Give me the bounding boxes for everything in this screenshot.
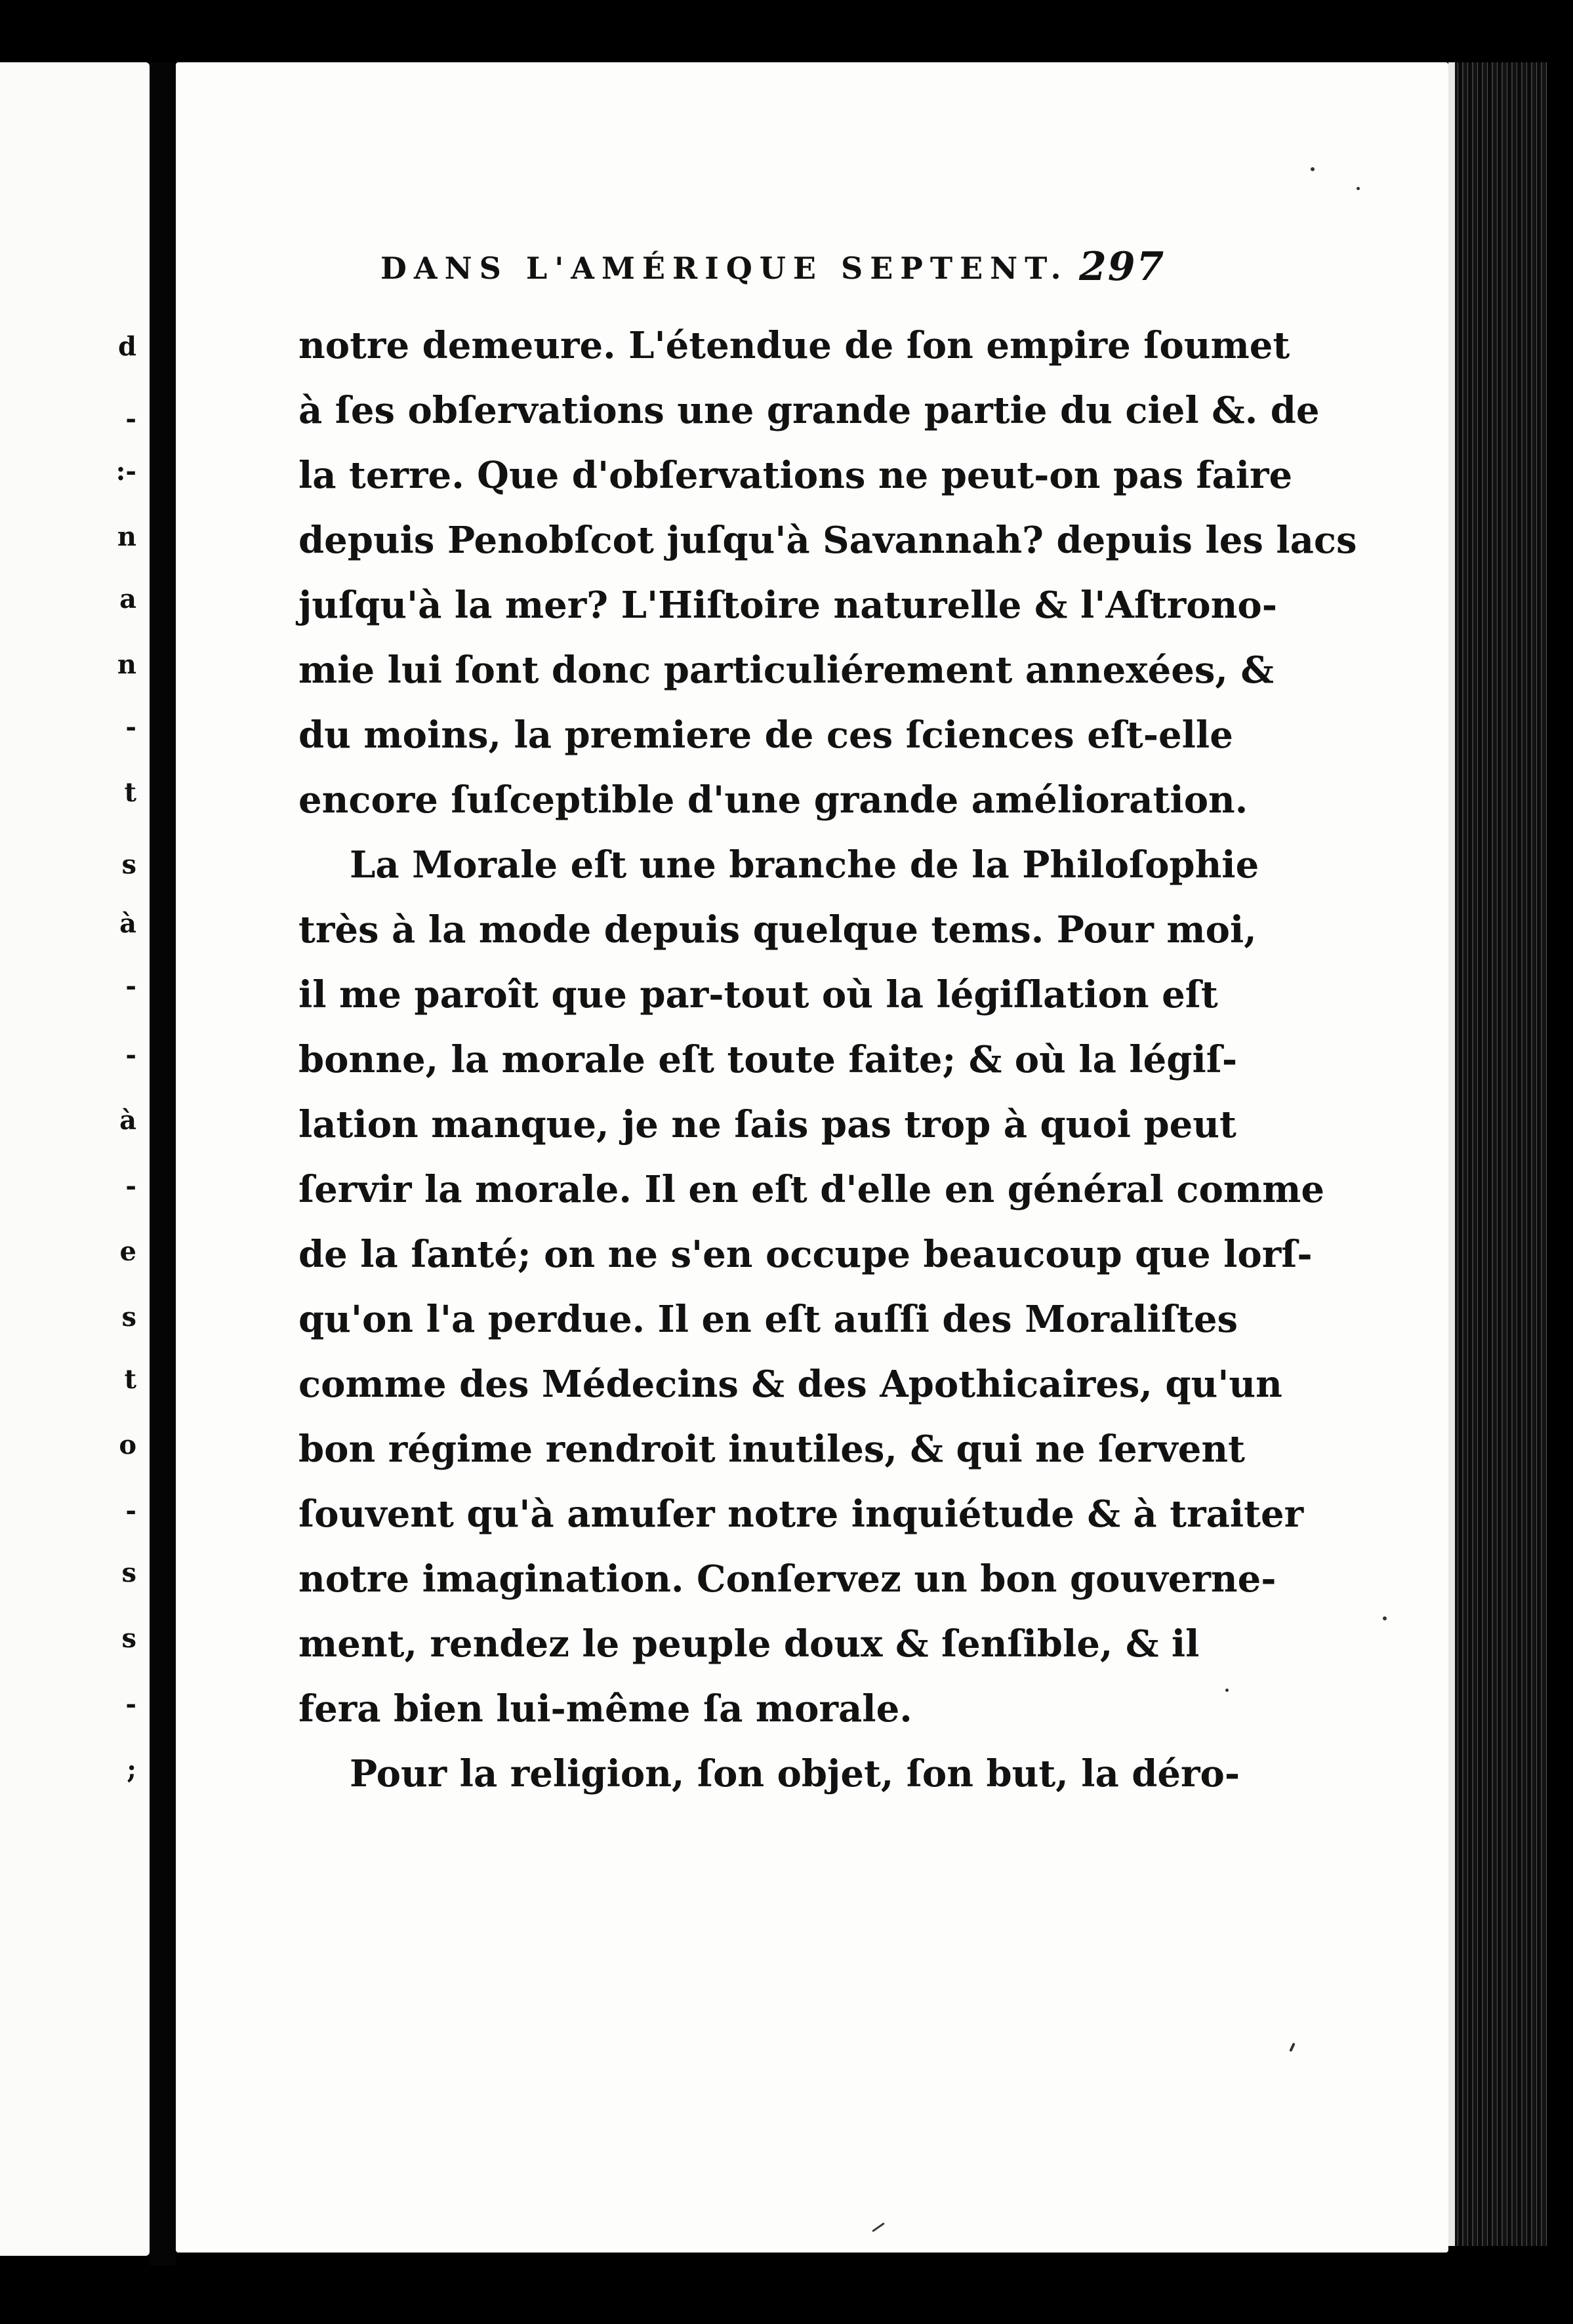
margin-fragment: -	[125, 1039, 136, 1070]
text-line: notre imagination. Conſervez un bon gouverne-	[298, 1557, 1277, 1601]
margin-fragment: -	[125, 1689, 136, 1719]
margin-fragment: s	[121, 1302, 136, 1332]
paper-speck	[1383, 1616, 1387, 1620]
paper-speck	[1289, 2043, 1296, 2052]
text-line: la terre. Que d'obſervations ne peut-on pas faire	[298, 454, 1293, 497]
margin-fragment: -	[125, 1495, 136, 1526]
margin-fragment: s	[121, 849, 136, 880]
margin-fragment: d	[118, 331, 136, 362]
text-line: comme des Médecins & des Apothicaires, qu'un	[298, 1363, 1282, 1406]
text-line: très à la mode depuis quelque tems. Pour moi,	[298, 908, 1257, 952]
text-line: encore ſuſceptible d'une grande amélioration.	[298, 778, 1248, 822]
text-line: ſouvent qu'à amuſer notre inquiétude & à traiter	[298, 1493, 1304, 1536]
margin-fragment: -	[125, 403, 136, 434]
text-line: notre demeure. L'étendue de ſon empire ſoumet	[298, 324, 1290, 367]
text-line: lation manque, je ne ſais pas trop à quoi peut	[298, 1103, 1236, 1146]
text-line: bonne, la morale eſt toute faite; & où la légiſ-	[298, 1038, 1238, 1081]
body-text	[298, 313, 1357, 1807]
text-line: depuis Penobſcot juſqu'à Savannah? depuis les lacs	[298, 519, 1357, 562]
text-line: ment, rendez le peuple doux & ſenſible, & il	[298, 1622, 1200, 1666]
page-stack-edges	[1448, 62, 1547, 2246]
text-line: du moins, la premiere de ces ſciences eſt-elle	[298, 713, 1233, 757]
margin-fragment: -	[125, 971, 136, 1001]
margin-fragment: :-	[115, 456, 136, 487]
text-line: il me paroît que par-tout où la légiſlation eſt	[298, 973, 1218, 1016]
text-line: mie lui ſont donc particuliérement annexées, &	[298, 649, 1274, 692]
margin-fragment: -	[125, 1171, 136, 1201]
text-line: juſqu'à la mer? L'Hiſtoire naturelle & l'Aſtrono-	[298, 584, 1277, 627]
book-gutter	[150, 62, 176, 2266]
text-line: à ſes obſervations une grande partie du ciel &. de	[298, 389, 1320, 432]
margin-fragment: n	[117, 521, 136, 552]
text-line: Pour la religion, ſon objet, ſon but, la déro-	[350, 1752, 1240, 1795]
margin-fragment: -	[125, 711, 136, 742]
text-line: La Morale eſt une branche de la Philoſophie	[350, 843, 1259, 887]
paper-speck	[1311, 167, 1315, 171]
text-line: qu'on l'a perdue. Il en eſt auſſi des Moraliſtes	[298, 1298, 1238, 1341]
margin-fragment: à	[119, 1105, 136, 1136]
paper-speck	[872, 2222, 885, 2232]
text-line: de la ſanté; on ne s'en occupe beaucoup que lorſ-	[298, 1233, 1313, 1276]
text-line: fera bien lui-même ſa morale.	[298, 1687, 912, 1731]
margin-fragment: t	[124, 1364, 136, 1395]
page-number: 297	[1079, 244, 1166, 290]
margin-fragment: o	[119, 1430, 136, 1460]
margin-fragment: à	[119, 908, 136, 939]
paper-speck	[1225, 1689, 1229, 1692]
text-line: ſervir la morale. Il en eſt d'elle en général comme	[298, 1168, 1324, 1211]
margin-fragment: t	[124, 777, 136, 808]
running-head-title: DANS L'AMÉRIQUE SEPTENT.	[380, 250, 1069, 286]
margin-fragment: s	[121, 1623, 136, 1654]
paper-speck	[1357, 187, 1360, 190]
margin-fragment: a	[119, 584, 136, 614]
margin-fragment: s	[121, 1557, 136, 1588]
page-edge-rim	[1448, 62, 1455, 2246]
margin-fragment: ;	[127, 1754, 136, 1785]
previous-page-edge	[0, 62, 150, 2256]
margin-fragment: e	[119, 1236, 136, 1267]
text-line: bon régime rendroit inutiles, & qui ne ſervent	[298, 1428, 1245, 1471]
margin-fragment: n	[117, 649, 136, 680]
